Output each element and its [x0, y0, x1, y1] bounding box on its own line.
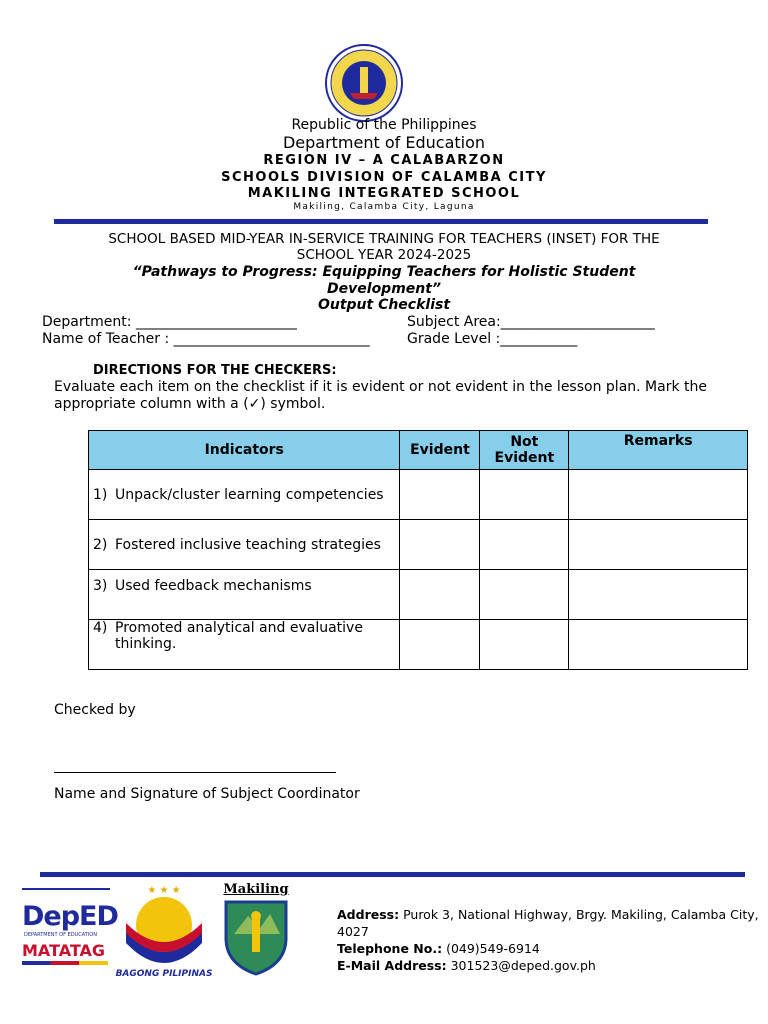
school-address: Makiling, Calamba City, Laguna — [293, 202, 475, 212]
indicator-text: Fostered inclusive teaching strategies — [115, 537, 381, 553]
indicator-cell — [89, 570, 400, 620]
bagong-pilipinas-emblem — [114, 883, 214, 965]
not-evident-cell[interactable] — [480, 520, 569, 570]
makiling-shield-emblem — [220, 898, 292, 976]
svg-text:★ ★ ★: ★ ★ ★ — [147, 885, 181, 896]
footer-contact — [337, 906, 762, 974]
evident-cell[interactable] — [400, 570, 480, 620]
signature-line — [54, 772, 336, 773]
makiling-school-logo — [220, 882, 292, 978]
deped-seal-logo — [324, 43, 404, 123]
region-heading: REGION IV – A CALABARZON — [263, 153, 505, 168]
checklist-table — [88, 430, 748, 670]
deped-logo-subtext: DEPARTMENT OF EDUCATION — [24, 932, 97, 938]
matatag-logo-text: MATATAG — [22, 941, 106, 960]
grade-level-field: Grade Level :___________ — [407, 331, 578, 347]
training-title: SCHOOL BASED MID-YEAR IN-SERVICE TRAINING FOR TEACHERS (INSET) FOR THE SCHOOL YEAR 2024-2025 — [108, 231, 660, 263]
indicator-cell — [89, 470, 400, 520]
not-evident-cell[interactable] — [480, 570, 569, 620]
indicator-number: 1) — [93, 487, 108, 503]
email-value[interactable]: 301523@deped.gov.ph — [450, 958, 596, 973]
not-evident-header: Not Evident — [480, 431, 569, 470]
indicator-cell — [89, 620, 400, 670]
telephone-label: Telephone No.: — [337, 941, 443, 956]
indicators-header: Indicators — [89, 431, 400, 470]
indicator-text: Promoted analytical and evaluative thinking. — [115, 620, 363, 652]
school-heading: MAKILING INTEGRATED SCHOOL — [247, 186, 521, 201]
indicator-number: 4) — [93, 620, 108, 636]
directions-text: Evaluate each item on the checklist if it is evident or not evident in the lesson plan. Mark the appropriate column with a (✓) symbol. — [54, 379, 707, 412]
deped-logo-text: DepED — [22, 901, 118, 932]
makiling-logo-text: Makiling — [223, 882, 289, 897]
footer-divider — [40, 872, 745, 877]
directions-heading: DIRECTIONS FOR THE CHECKERS: — [93, 363, 337, 378]
department-heading: Department of Education — [282, 133, 486, 152]
teacher-name-field: Name of Teacher : ____________________________ — [42, 331, 370, 347]
bagong-pilipinas-logo — [114, 883, 214, 980]
header-divider — [54, 219, 708, 224]
not-evident-cell[interactable] — [480, 620, 569, 670]
remarks-cell[interactable] — [569, 620, 748, 670]
evident-cell[interactable] — [400, 520, 480, 570]
indicator-number: 2) — [93, 537, 108, 553]
remarks-cell[interactable] — [569, 570, 748, 620]
address-value: Purok 3, National Highway, Brgy. Makiling, Calamba City, 4027 — [337, 907, 759, 939]
department-field: Department: _______________________ — [42, 314, 297, 330]
table-header-row — [89, 431, 748, 470]
checked-by-label: Checked by — [54, 702, 136, 718]
division-heading: SCHOOLS DIVISION OF CALAMBA CITY — [221, 170, 547, 185]
theme-title: “Pathways to Progress: Equipping Teachers for Holistic Student Development” — [132, 264, 636, 297]
checklist-title: Output Checklist — [317, 297, 451, 313]
not-evident-cell[interactable] — [480, 470, 569, 520]
table-row — [89, 470, 748, 520]
indicator-cell — [89, 520, 400, 570]
indicator-text: Used feedback mechanisms — [115, 578, 312, 594]
deped-matatag-logo — [22, 888, 118, 976]
republic-heading: Republic of the Philippines — [291, 117, 477, 133]
telephone-value: (049)549-6914 — [446, 941, 540, 956]
evident-header: Evident — [400, 431, 480, 470]
email-label: E-Mail Address: — [337, 958, 447, 973]
indicator-number: 3) — [93, 578, 108, 594]
remarks-header: Remarks — [569, 431, 748, 470]
table-row — [89, 620, 748, 670]
table-row — [89, 570, 748, 620]
indicator-text: Unpack/cluster learning competencies — [115, 487, 384, 503]
address-label: Address: — [337, 907, 400, 922]
subject-area-field: Subject Area:______________________ — [407, 314, 655, 330]
remarks-cell[interactable] — [569, 520, 748, 570]
table-row — [89, 520, 748, 570]
remarks-cell[interactable] — [569, 470, 748, 520]
bagong-pilipinas-text: BAGONG PILIPINAS — [115, 969, 213, 979]
evident-cell[interactable] — [400, 470, 480, 520]
evident-cell[interactable] — [400, 620, 480, 670]
signature-caption: Name and Signature of Subject Coordinator — [54, 786, 360, 802]
